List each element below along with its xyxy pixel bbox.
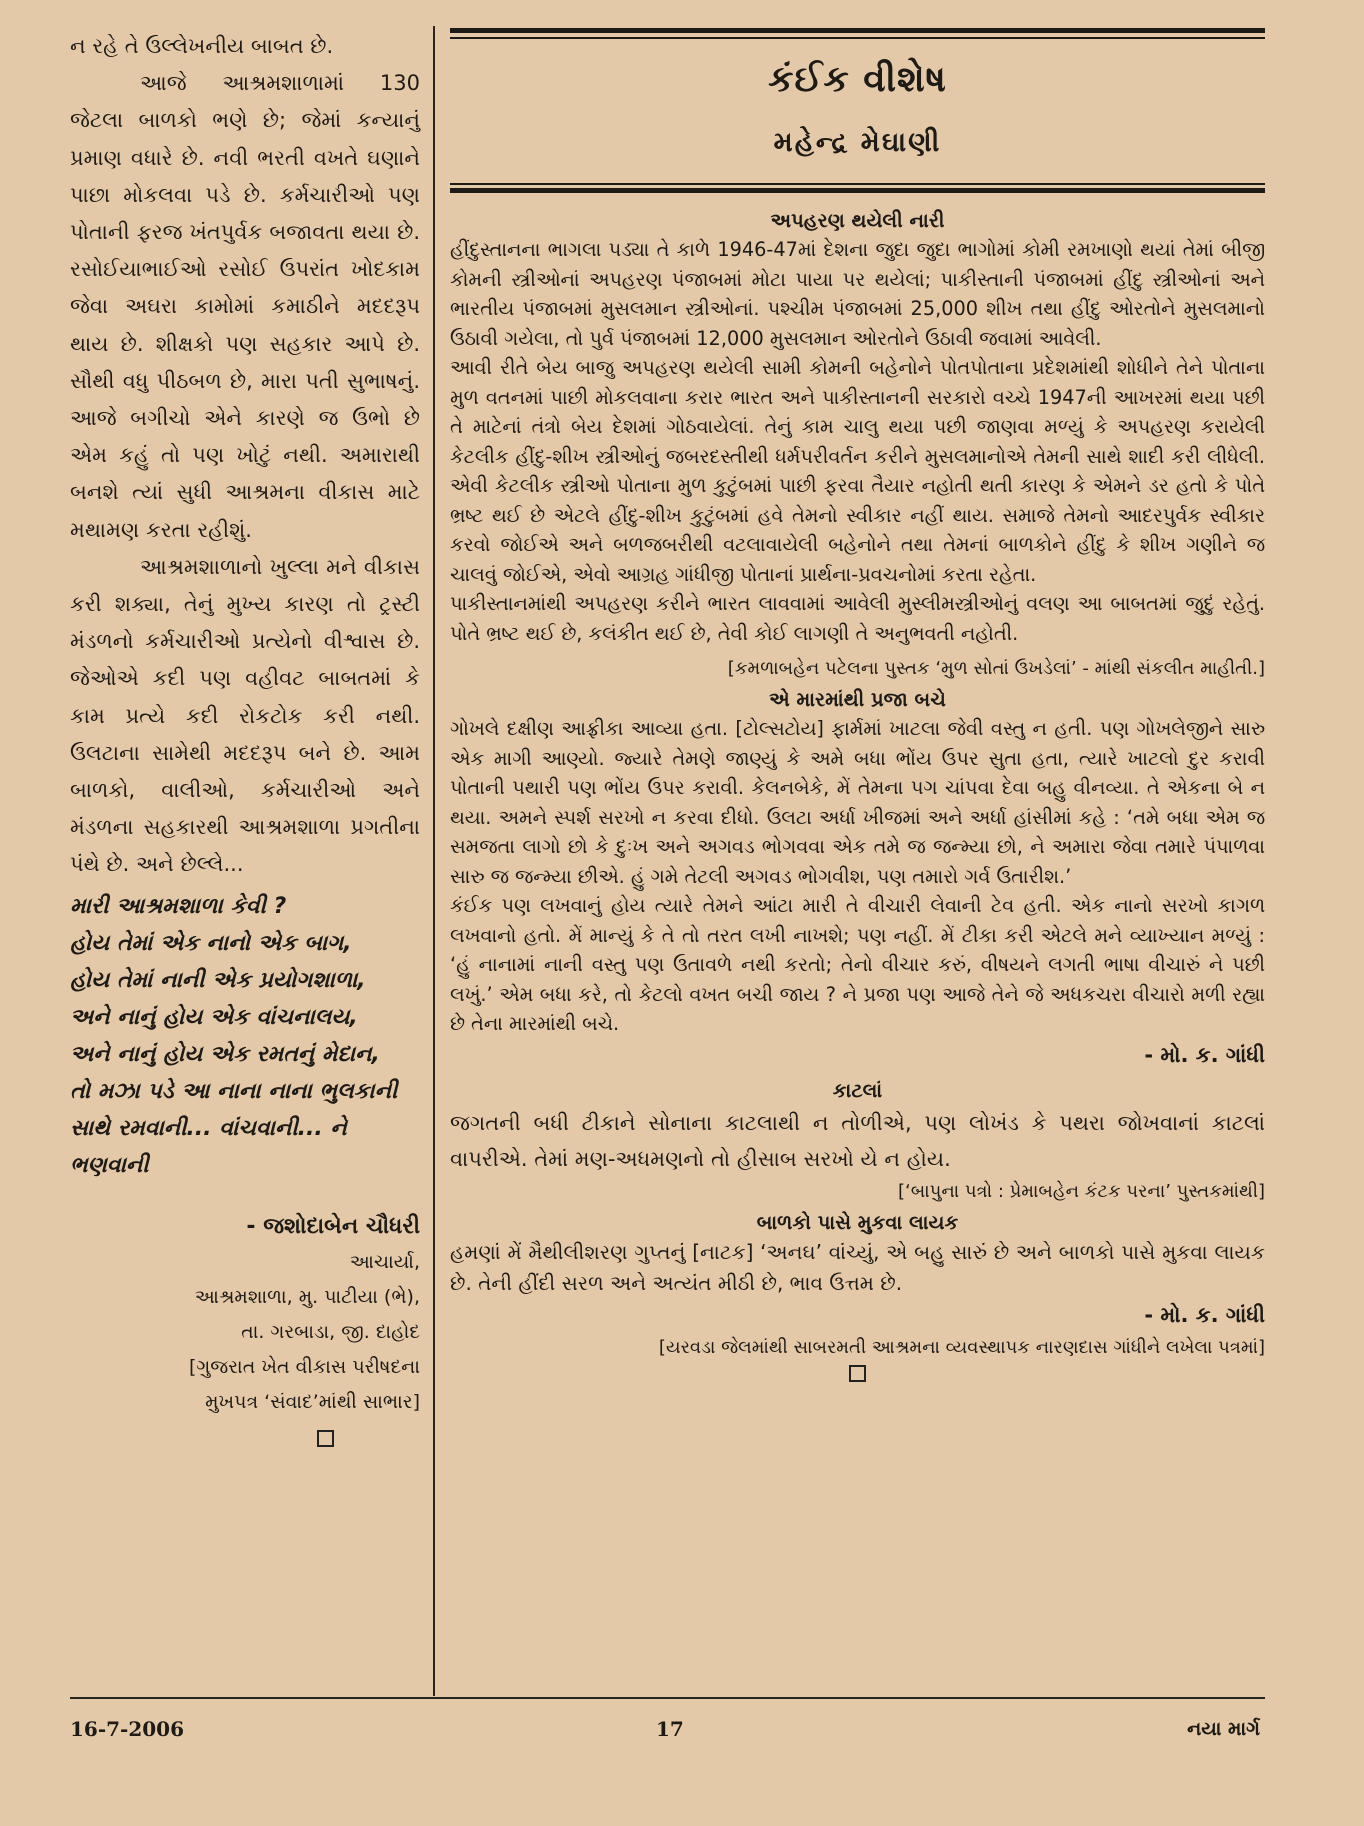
poem-line: અને નાનું હોય એક વાંચનાલય, bbox=[70, 1004, 358, 1030]
poem-line: તો મઝા પડે આ નાના નાના ભુલકાની bbox=[70, 1078, 398, 1104]
paragraph: ગોખલે દક્ષીણ આફ્રીકા આવ્યા હતા. [ટોલ્સટોય] ફાર્મમાં ખાટલા જેવી વસ્તુ ન હતી. પણ ગોખલેજીને સારુ એક માગી આણ્યો. જ્યારે તેમણે જાણ્યું કે અમે બધા ભોંય ઉપર સુતા હતા, ત્યારે ખાટલો દુર કરાવી પોતાની પથારી પણ ભોંય ઉપર કરાવી. કેલનબેકે, મેં તેમના પગ ચાંપવા દેવા બહુ વીનવ્યા. તે એકના બે ન થયા. અમને સ્પર્શ સરખો ન કરવા દીધો. ઉલટા અર્ધા ખીજમાં અને અર્ધા હાંસીમાં કહે : ‘તમે બધા એમ જ સમજતા લાગો છો કે દુઃખ અને અગવડ ભોગવવા એક તમે જ જન્મ્યા છો, ને અમારા જેવા તમારે પંપાળવા સારુ જ જન્મ્યા છીએ. હું ગમે તેટલી અગવડ ભોગવીશ, પણ તમારો ગર્વ ઉતારીશ.’ bbox=[450, 717, 1265, 888]
paragraph: હમણાં મેં મૈથીલીશરણ ગુપ્તનું [નાટક] ‘અનઘ’ વાંચ્યું, એ બહુ સારું છે અને બાળકો પાસે મુકવા લાયક છે. તેની હીંદી સરળ અને અત્યંત મીઠી છે, ભાવ ઉત્તમ છે. bbox=[450, 1239, 1265, 1295]
poem-line: સાથે રમવાની... વાંચવાની... ને bbox=[70, 1115, 347, 1141]
section-title: કાટલાં bbox=[832, 1078, 883, 1102]
paragraph: કંઈક પણ લખવાનું હોય ત્યારે તેમને આંટા મારી તે વીચારી લેવાની ટેવ હતી. એક નાનો સરખો કાગળ લખવાનો હતો. મેં માન્યું કે તે તો તરત લખી નાખશે; પણ નહીં. મેં ટીકા કરી એટલે મને વ્યાખ્યાન મળ્યું : ‘હું નાનામાં નાની વસ્તુ પણ ઉતાવળે નથી કરતો; તેનો વીચાર કરું, વીષયને લગતી ભાષા વીચારું ને પછી લખું.’ એમ બધા કરે, તો કેટલો વખત બચી જાય ? ને પ્રજા પણ આજે તેને જે અધકચરા વીચારો મળી રહ્યા છે તેના મારમાંથી બચે. bbox=[450, 894, 1265, 1035]
end-mark-icon bbox=[849, 1365, 866, 1382]
paragraph: આશ્રમશાળાનો ખુલ્લા મને વીકાસ કરી શક્યા, તેનું મુખ્ય કારણ તો ટ્રસ્ટી મંડળનો કર્મચારીઓ પ્રત્યેનો વીશ્વાસ છે. જેઓએ કદી પણ વહીવટ બાબતમાં કે કામ પ્રત્યે કદી રોકટોક કરી નથી. ઉલટાના સામેથી મદદરૂપ બને છે. આમ બાળકો, વાલીઓ, કર્મચારીઓ અને મંડળના સહકારથી આશ્રમશાળા પ્રગતીના પંથે છે. અને છેલ્લે... bbox=[70, 554, 420, 877]
article-author: - જશોદાબેન ચૌધરી bbox=[246, 1213, 420, 1239]
poem-line: અને નાનું હોય એક રમતનું મેદાન, bbox=[70, 1041, 380, 1067]
paragraph: આવી રીતે બેય બાજુ અપહરણ થયેલી સામી કોમની બહેનોને પોતપોતાના પ્રદેશમાંથી શોધીને તેને પોતાના મુળ વતનમાં પાછી મોકલવાના કરાર ભારત અને પાકીસ્તાનની સરકારો વચ્ચે 1947ની આખરમાં થયા પછી તે માટેનાં તંત્રો બેય દેશમાં ગોઠવાયેલાં. તેનું કામ ચાલુ થયા પછી જાણવા મળ્યું કે અપહરણ કરાયેલી કેટલીક હીંદુ-શીખ સ્ત્રીઓનું જબરદસ્તીથી ધર્મપરીવર્તન કરીને મુસલમાનોએ તેમની સાથે શાદી કરી લીધેલી. એવી કેટલીક સ્ત્રીઓ પોતાના મુળ કુટુંબમાં પાછી ફરવા તૈયાર નહોતી થતી કારણ કે એમને ડર હતો કે પોતે ભ્રષ્ટ થઈ છે એટલે હીંદુ-શીખ કુટુંબમાં હવે તેમનો સ્વીકાર નહીં થાય. સમાજે તેમનો આદરપુર્વક સ્વીકાર કરવો જોઈએ અને બળજબરીથી વટલાવાયેલી બહેનોને તથા તેમનાં બાળકોને હીંદુ કે શીખ ગણીને જ ચાલવું જોઈએ, એવો આગ્રહ ગાંધીજી પોતાનાં પ્રાર્થના-પ્રવચનોમાં કરતા રહેતા. bbox=[450, 356, 1265, 586]
signature: - મો. ક. ગાંધી bbox=[1144, 1042, 1265, 1067]
footer-rule bbox=[70, 1697, 1265, 1699]
source-citation: [યરવડા જેલમાંથી સાબરમતી આશ્રમના વ્યવસ્થાપક નારણદાસ ગાંધીને લખેલા પત્રમાં] bbox=[658, 1336, 1265, 1358]
page-number: 17 bbox=[656, 1717, 684, 1741]
header-rule-thin bbox=[450, 183, 1265, 185]
paragraph: ન રહે તે ઉલ્લેખનીય બાબત છે. bbox=[70, 34, 334, 58]
poem bbox=[70, 888, 420, 1184]
left-column bbox=[70, 28, 420, 1447]
issue-date: 16-7-2006 bbox=[70, 1717, 185, 1741]
paragraph: આજે આશ્રમશાળામાં 130 જેટલા બાળકો ભણે છે; જેમાં કન્યાનું પ્રમાણ વધારે છે. નવી ભરતી વખતે ઘણાને પાછા મોકલવા પડે છે. કર્મચારીઓ પણ પોતાની ફરજ ખંતપુર્વક બજાવતા થયા છે. રસોઈયાભાઈઓ રસોઈ ઉપરાંત ખોદકામ જેવા અઘરા કામોમાં કમાઠીને મદદરૂપ થાય છે. શીક્ષકો પણ સહકાર આપે છે. સૌથી વધુ પીઠબળ છે, મારા પતી સુભાષનું. આજે બગીચો એને કારણે જ ઉભો છે એમ કહું તો પણ ખોટું નથી. અમારાથી બનશે ત્યાં સુધી આશ્રમના વીકાસ માટે મથામણ કરતા રહીશું. bbox=[70, 71, 420, 542]
poem-line: મારી આશ્રમશાળા કેવી ? bbox=[70, 893, 287, 919]
address-line: આશ્રમશાળા, મુ. પાટીયા (ભે), bbox=[194, 1285, 420, 1308]
column-divider bbox=[433, 26, 435, 1696]
author-address bbox=[70, 1245, 420, 1420]
signature: - મો. ક. ગાંધી bbox=[1144, 1302, 1265, 1327]
end-mark-icon bbox=[317, 1430, 334, 1447]
top-rule-thin bbox=[450, 37, 1265, 39]
column-author: મહેન્દ્ર મેઘાણી bbox=[773, 127, 942, 158]
address-line: [ગુજરાત ખેત વીકાસ પરીષદના bbox=[188, 1355, 420, 1378]
paragraph: પાકીસ્તાનમાંથી અપહરણ કરીને ભારત લાવવામાં આવેલી મુસ્લીમસ્ત્રીઓનું વલણ આ બાબતમાં જુદું રહેતું. પોતે ભ્રષ્ટ થઈ છે, કલંકીત થઈ છે, તેવી કોઈ લાગણી તે અનુભવતી નહોતી. bbox=[450, 592, 1265, 645]
right-column bbox=[450, 28, 1265, 1382]
paragraph: હીંદુસ્તાનના ભાગલા પડ્યા તે કાળે 1946-47માં દેશના જુદા જુદા ભાગોમાં કોમી રમખાણો થયાં તેમાં બીજી કોમની સ્ત્રીઓનાં અપહરણ પંજાબમાં મોટા પાયા પર થયેલાં; પાકીસ્તાની પંજાબમાં હીંદુ સ્ત્રીઓનાં અને ભારતીય પંજાબમાં મુસલમાન સ્ત્રીઓનાં. પશ્ચીમ પંજાબમાં 25,000 શીખ તથા હીંદુ ઓરતોને મુસલમાનો ઉઠાવી ગયેલા, તો પુર્વ પંજાબમાં 12,000 મુસલમાન ઓરતોને ઉઠાવી જવામાં આવેલી. bbox=[450, 238, 1265, 350]
address-line: તા. ગરબાડા, જી. દાહોદ bbox=[241, 1320, 420, 1343]
poem-line: ભણવાની bbox=[70, 1152, 149, 1178]
source-citation: [‘બાપુના પત્રો : પ્રેમાબહેન કંટક પરના’ પુસ્તકમાંથી] bbox=[898, 1180, 1265, 1202]
section-title: બાળકો પાસે મુકવા લાયક bbox=[756, 1210, 959, 1234]
paragraph: જગતની બધી ટીકાને સોનાના કાટલાથી ન તોળીએ, પણ લોખંડ કે પથરા જોખવાનાં કાટલાં વાપરીએ. તેમાં મણ-અધમણનો તો હીસાબ સરખો યે ન હોય. bbox=[450, 1110, 1265, 1171]
address-line: આચાર્યા, bbox=[349, 1250, 420, 1273]
header-rule bbox=[450, 188, 1265, 193]
poem-line: હોય તેમાં એક નાનો એક બાગ, bbox=[70, 930, 352, 956]
column-title: કંઈક વીશેષ bbox=[768, 59, 947, 100]
section-title: એ મારમાંથી પ્રજા બચે bbox=[769, 688, 946, 711]
section-title: અપહરણ થયેલી નારી bbox=[770, 209, 945, 232]
source-citation: [કમળાબહેન પટેલના પુસ્તક ‘મુળ સોતાં ઉખડેલાં’ - માંથી સંકલીત માહીતી.] bbox=[727, 658, 1265, 679]
address-line: મુખપત્ર ‘સંવાદ’માંથી સાભાર] bbox=[205, 1390, 420, 1413]
poem-line: હોય તેમાં નાની એક પ્રયોગશાળા, bbox=[70, 967, 366, 993]
publication-name: નયા માર્ગ bbox=[1187, 1718, 1260, 1740]
top-rule bbox=[450, 28, 1265, 33]
